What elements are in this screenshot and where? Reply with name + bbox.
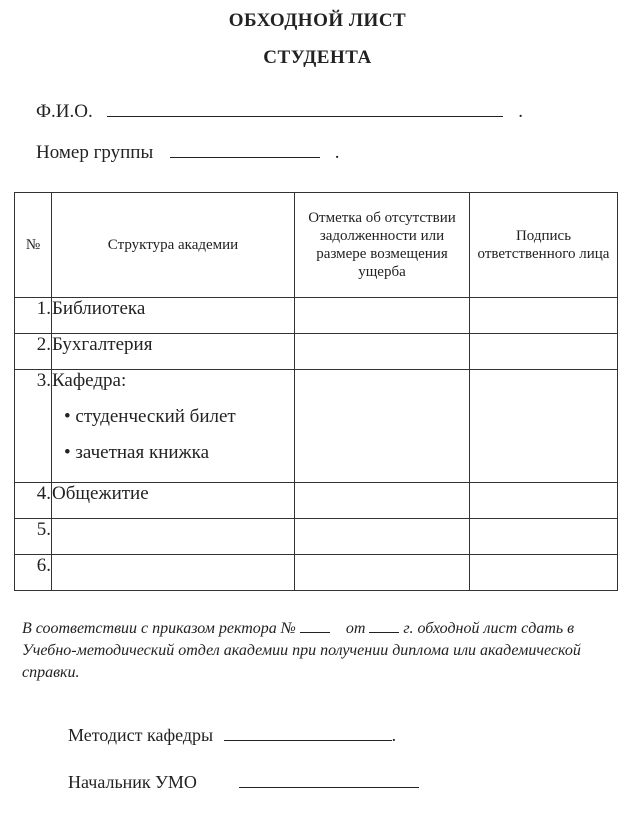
note-part1: В соответствии с приказом ректора № <box>22 620 296 637</box>
order-date-blank[interactable] <box>369 618 399 633</box>
sub-item-record-book: • зачетная книжка <box>64 442 210 463</box>
methodist-end: . <box>391 725 397 745</box>
group-field <box>36 141 339 164</box>
row-mark-cell[interactable] <box>295 519 470 555</box>
row-number: 5. <box>15 519 52 555</box>
row-structure: Бухгалтерия <box>52 334 295 370</box>
group-blank[interactable] <box>170 141 320 158</box>
row-structure: Библиотека <box>52 298 295 334</box>
row-mark-cell[interactable] <box>295 483 470 519</box>
row-sign-cell[interactable] <box>470 334 618 370</box>
methodist-label: Методист кафедры <box>68 725 214 745</box>
umo-signature-blank[interactable] <box>239 771 419 788</box>
row-structure: Общежитие <box>52 483 295 519</box>
header-structure: Структура академии <box>52 193 295 298</box>
header-sign: Подпись ответственного лица <box>470 193 618 298</box>
row-number: 2. <box>15 334 52 370</box>
row-mark-cell[interactable] <box>295 298 470 334</box>
group-label: Номер группы <box>36 142 154 163</box>
row-structure-label: Кафедра: <box>52 370 127 391</box>
row-mark-cell[interactable] <box>295 370 470 483</box>
instruction-note <box>22 618 602 684</box>
row-number: 3. <box>15 370 52 483</box>
table-row <box>15 519 618 555</box>
umo-signature <box>68 771 419 793</box>
clearance-table <box>14 192 618 591</box>
methodist-signature-blank[interactable] <box>224 724 392 741</box>
table-row <box>15 555 618 591</box>
row-structure <box>52 555 295 591</box>
fio-end: . <box>518 101 523 122</box>
row-structure <box>52 519 295 555</box>
fio-label: Ф.И.О. <box>36 101 93 122</box>
row-number: 1. <box>15 298 52 334</box>
row-number: 6. <box>15 555 52 591</box>
row-sign-cell[interactable] <box>470 298 618 334</box>
row-sign-cell[interactable] <box>470 483 618 519</box>
row-sign-cell[interactable] <box>470 370 618 483</box>
header-mark: Отметка об отсутствии задолженности или размере возмещения ущерба <box>295 193 470 298</box>
methodist-signature <box>68 724 396 746</box>
group-end: . <box>334 142 340 163</box>
document-title-line2: СТУДЕНТА <box>263 47 372 68</box>
sub-item-student-card: • студенческий билет <box>64 406 236 427</box>
order-number-blank[interactable] <box>300 618 330 633</box>
row-number: 4. <box>15 483 52 519</box>
header-no: № <box>15 193 52 298</box>
table-row <box>15 334 618 370</box>
table-row <box>15 483 618 519</box>
fio-field <box>36 100 523 123</box>
row-sign-cell[interactable] <box>470 519 618 555</box>
table-row <box>15 370 618 483</box>
note-part2: от <box>345 620 366 637</box>
fio-blank[interactable] <box>107 100 503 117</box>
row-mark-cell[interactable] <box>295 334 470 370</box>
row-structure <box>52 370 295 483</box>
note-part3: г. обходной лист сдать в Учебно-методический отдел академии при получении диплома или академической справки. <box>22 620 581 681</box>
table-header-row <box>15 193 618 298</box>
row-sign-cell[interactable] <box>470 555 618 591</box>
table-row <box>15 298 618 334</box>
document-title-line1: ОБХОДНОЙ ЛИСТ <box>228 10 407 31</box>
umo-label: Начальник УМО <box>68 772 197 792</box>
row-mark-cell[interactable] <box>295 555 470 591</box>
